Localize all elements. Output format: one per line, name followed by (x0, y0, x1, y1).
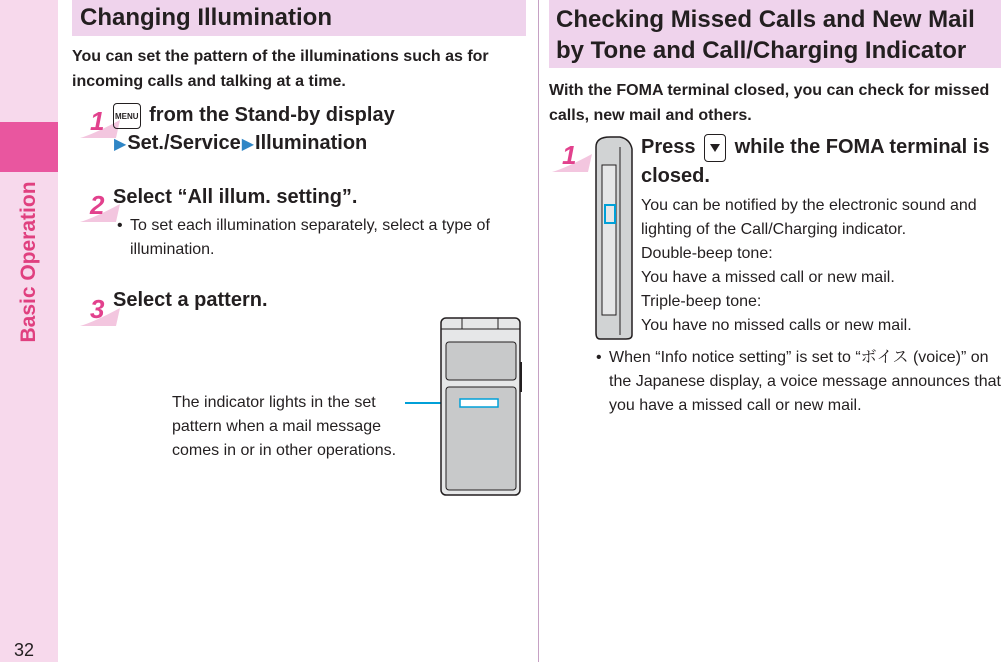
indicator-callout: The indicator lights in the set pattern when a mail message comes in or in other operations. (172, 394, 397, 459)
detail-line: Triple-beep tone: (641, 293, 762, 310)
down-key-icon (704, 134, 726, 162)
arrow-right-icon: ▶ (114, 136, 127, 153)
bullet-mark: • (117, 217, 123, 234)
right-step-1-bullet: When “Info notice setting” is set to “ボイス (voice)” on the Japanese display, a voice message announces that you have a missed call or new mail. (609, 349, 1001, 414)
page-number: 32 (14, 640, 35, 660)
detail-line: Double-beep tone: (641, 245, 773, 262)
step-3-number: 3 (76, 296, 122, 330)
right-section-title: Checking Missed Calls and New Mail by Tone and Call/Charging Indicator (549, 0, 1001, 68)
right-step-1-text: Press while the FOMA terminal is closed. (641, 133, 999, 190)
detail-line: You can be notified by the electronic sound and lighting of the Call/Charging indicator. (641, 197, 977, 238)
step-1-text: MENU from the Stand-by display ▶Set./Service▶Illumination (114, 104, 395, 154)
right-intro: With the FOMA terminal closed, you can check for missed calls, new mail and others. (549, 82, 990, 124)
bullet-mark: • (596, 349, 602, 366)
step-2-number: 2 (76, 192, 122, 226)
detail-line: You have a missed call or new mail. (641, 269, 895, 286)
right-step-1-details (641, 194, 997, 338)
column-divider (538, 0, 539, 662)
left-section-title: Changing Illumination (72, 0, 526, 36)
detail-line: You have no missed calls or new mail. (641, 317, 912, 334)
step-2-bullet: To set each illumination separately, select a type of illumination. (130, 217, 490, 258)
section-label: Basic Operation (17, 181, 40, 343)
left-intro: You can set the pattern of the illuminations such as for incoming calls and talking at a time. (72, 48, 489, 90)
right-step-1-number: 1 (548, 142, 594, 176)
step-1-number: 1 (76, 108, 122, 142)
sidebar (0, 0, 58, 662)
arrow-right-icon: ▶ (241, 136, 255, 153)
path-set-service: Set./Service (127, 132, 241, 154)
path-illumination: Illumination (255, 132, 368, 154)
step-2-text: Select “All illum. setting”. (113, 186, 358, 208)
step-3-text: Select a pattern. (113, 289, 268, 311)
phone-front-illustration (440, 317, 522, 497)
sidebar-tab-marker (0, 122, 58, 172)
menu-key-icon: MENU (113, 103, 141, 129)
folded-phone-illustration (592, 135, 634, 340)
